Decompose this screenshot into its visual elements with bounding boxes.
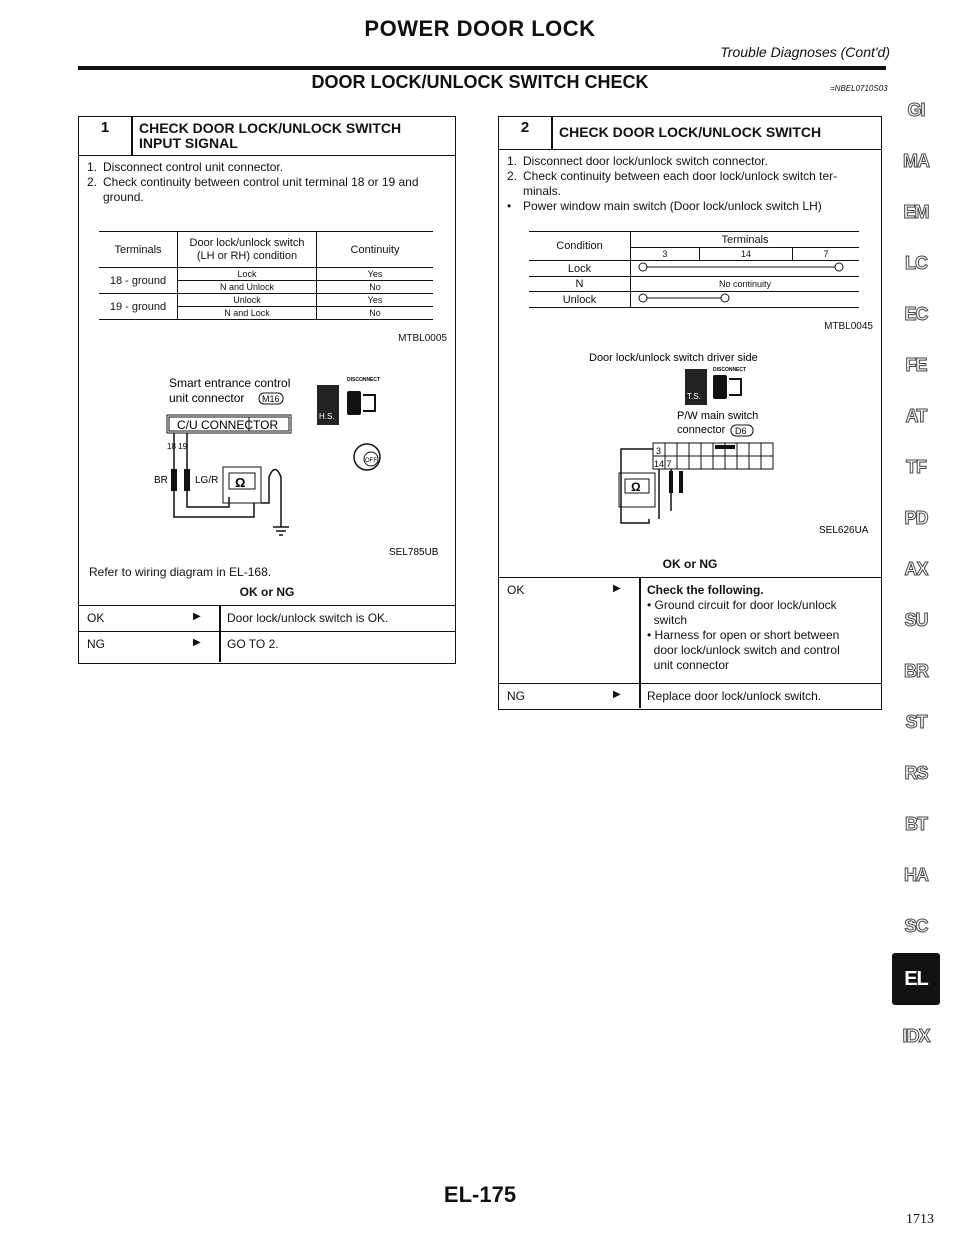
svg-text:OFF: OFF bbox=[365, 458, 377, 464]
index-tab-fe[interactable]: FE bbox=[905, 355, 927, 375]
step1-header bbox=[79, 117, 455, 156]
index-tab-ma[interactable]: MA bbox=[903, 151, 929, 171]
index-tab-idx[interactable]: IDX bbox=[902, 1026, 930, 1046]
ok-ng-label: OK or NG bbox=[662, 557, 718, 571]
index-tab-su[interactable]: SU bbox=[904, 610, 928, 630]
figure-ref: SEL626UA bbox=[819, 525, 869, 536]
table-header: 3 bbox=[631, 248, 700, 261]
disconnect-icon bbox=[347, 391, 375, 415]
index-tab-el[interactable]: EL bbox=[892, 953, 940, 1005]
arrow-icon: ▶ bbox=[193, 611, 201, 622]
result-row-ng bbox=[499, 683, 881, 708]
instruction-item: 2. Check continuity between each door lock/unlock switch ter- bbox=[507, 169, 838, 183]
header-divider bbox=[551, 117, 553, 149]
table-header: Terminals bbox=[99, 232, 178, 268]
table-header: Door lock/unlock switch (LH or RH) condition bbox=[178, 232, 317, 268]
disconnect-label: DISCONNECT bbox=[347, 377, 381, 383]
index-tab-at[interactable]: AT bbox=[905, 406, 927, 426]
index-tab-ax[interactable]: AX bbox=[904, 559, 928, 579]
ignition-off-icon bbox=[354, 444, 380, 470]
table-cell: 19 - ground bbox=[99, 294, 178, 320]
table-header: Condition bbox=[529, 232, 631, 261]
action-item: • Harness for open or short between bbox=[647, 628, 840, 642]
result-action: Door lock/unlock switch is OK. bbox=[227, 611, 389, 625]
result-action: Replace door lock/unlock switch. bbox=[647, 689, 822, 703]
result-row-ok bbox=[499, 577, 881, 684]
arrow-icon: ▶ bbox=[613, 689, 621, 700]
action-item: door lock/unlock switch and control bbox=[647, 643, 840, 657]
result-action bbox=[647, 583, 875, 673]
table-cell: Unlock bbox=[178, 294, 317, 307]
step2-number: 2 bbox=[520, 119, 530, 136]
step2-title: CHECK DOOR LOCK/UNLOCK SWITCH bbox=[559, 124, 822, 140]
step1-title-line1: CHECK DOOR LOCK/UNLOCK SWITCH bbox=[139, 120, 402, 136]
index-tab-pd[interactable]: PD bbox=[904, 508, 928, 528]
action-item: switch bbox=[647, 613, 688, 627]
header-divider bbox=[131, 117, 133, 155]
step1-number: 1 bbox=[100, 119, 110, 136]
index-tab-sc[interactable]: SC bbox=[904, 916, 928, 936]
arrow-icon: ▶ bbox=[193, 637, 201, 648]
table-header: 7 bbox=[793, 248, 859, 261]
table-ref: MTBL0005 bbox=[398, 333, 447, 344]
index-tab-tf[interactable]: TF bbox=[906, 457, 926, 477]
table-header: 14 bbox=[699, 248, 792, 261]
table-header: Terminals bbox=[631, 232, 860, 248]
arrow-icon: ▶ bbox=[613, 583, 621, 594]
instruction-item: minals. bbox=[523, 184, 562, 198]
ok-ng-label: OK or NG bbox=[239, 585, 295, 599]
index-tab-br[interactable]: BR bbox=[904, 661, 928, 681]
instruction-item: 1. Disconnect door lock/unlock switch connector. bbox=[507, 154, 768, 168]
table-cell: N bbox=[529, 277, 631, 292]
wire-color-lgr: LG/R bbox=[195, 475, 219, 486]
step1-box bbox=[78, 116, 456, 664]
table-cell: Yes bbox=[317, 268, 434, 281]
wire-color-br: BR bbox=[154, 475, 168, 486]
disconnect-label: DISCONNECT bbox=[713, 367, 747, 373]
header-rule bbox=[78, 66, 886, 70]
index-tab-bt[interactable]: BT bbox=[905, 814, 927, 834]
figure-ref: SEL785UB bbox=[389, 547, 439, 557]
step1-title-line2: INPUT SIGNAL bbox=[139, 135, 238, 151]
connector-id: D6 bbox=[735, 426, 747, 436]
result-row-ok bbox=[79, 605, 455, 632]
instruction-item: 1. Disconnect control unit connector. bbox=[87, 160, 284, 174]
table-cell: N and Lock bbox=[178, 307, 317, 320]
ohm-symbol: Ω bbox=[235, 475, 246, 490]
figure-label: Smart entrance control bbox=[169, 376, 291, 390]
connector-id: M16 bbox=[262, 394, 280, 404]
result-label: NG bbox=[87, 637, 105, 651]
step1-title bbox=[139, 121, 401, 151]
refer-text: Refer to wiring diagram in EL-168. bbox=[89, 565, 272, 579]
connector-box-label: C/U CONNECTOR bbox=[177, 418, 279, 432]
step2-diagram bbox=[499, 343, 881, 543]
action-title: Check the following. bbox=[647, 583, 764, 597]
result-row-ng bbox=[79, 631, 455, 662]
pin-label: 14 7 bbox=[654, 459, 672, 469]
step1-diagram bbox=[79, 357, 455, 557]
result-label: OK bbox=[507, 583, 525, 597]
table-cell: No bbox=[317, 307, 434, 320]
instruction-item: 2. Check continuity between control unit terminal 18 or 19 and bbox=[87, 175, 419, 189]
section-title: DOOR LOCK/UNLOCK SWITCH CHECK bbox=[311, 72, 649, 92]
index-tab-ha[interactable]: HA bbox=[904, 865, 928, 885]
sheet-number: 1713 bbox=[906, 1212, 934, 1227]
table-cell: N and Unlock bbox=[178, 281, 317, 294]
table-ref: MTBL0045 bbox=[824, 321, 873, 332]
continuity-line bbox=[631, 261, 860, 277]
continuity-table bbox=[99, 231, 433, 320]
step2-header bbox=[499, 117, 881, 150]
step2-box bbox=[498, 116, 882, 710]
step2-instructions bbox=[499, 150, 881, 214]
page-number: EL-175 bbox=[443, 1182, 517, 1207]
disconnect-icon bbox=[713, 375, 741, 399]
table-cell: No bbox=[317, 281, 434, 294]
table-cell: Yes bbox=[317, 294, 434, 307]
index-tab-em[interactable]: EM bbox=[903, 202, 929, 222]
ohm-symbol: Ω bbox=[631, 480, 641, 494]
instruction-item: • Power window main switch (Door lock/unlock switch LH) bbox=[507, 199, 822, 213]
result-label: OK bbox=[87, 611, 105, 625]
figure-label: unit connector bbox=[169, 391, 245, 405]
instruction-item: ground. bbox=[103, 190, 144, 204]
pin-label: 3 bbox=[656, 446, 662, 456]
ts-label: T.S. bbox=[687, 392, 701, 401]
figure-label: Door lock/unlock switch driver side bbox=[589, 352, 758, 364]
action-item: • Ground circuit for door lock/unlock bbox=[647, 598, 837, 612]
index-tab-st[interactable]: ST bbox=[905, 712, 927, 732]
terminals-table bbox=[529, 231, 859, 308]
section-code: =NBEL0710S03 bbox=[830, 84, 888, 93]
pw-switch-label: connector bbox=[677, 424, 726, 436]
index-tab-lc[interactable]: LC bbox=[905, 253, 927, 273]
index-tab-rs[interactable]: RS bbox=[904, 763, 928, 783]
page-subtitle: Trouble Diagnoses (Cont'd) bbox=[720, 44, 890, 60]
index-tab-ec[interactable]: EC bbox=[904, 304, 928, 324]
table-cell: Lock bbox=[529, 261, 631, 277]
pin-numbers: 18 19 bbox=[167, 442, 188, 451]
table-cell: Lock bbox=[178, 268, 317, 281]
table-cell: 18 - ground bbox=[99, 268, 178, 294]
index-tab-gi[interactable]: GI bbox=[907, 100, 925, 120]
table-cell: No continuity bbox=[631, 277, 860, 292]
pw-switch-label: P/W main switch bbox=[677, 410, 759, 422]
action-item: unit connector bbox=[647, 658, 730, 672]
result-action: GO TO 2. bbox=[227, 637, 279, 651]
continuity-line bbox=[631, 292, 860, 308]
result-label: NG bbox=[507, 689, 525, 703]
table-header: Continuity bbox=[317, 232, 434, 268]
table-cell: Unlock bbox=[529, 292, 631, 308]
page-title: POWER DOOR LOCK bbox=[364, 16, 596, 41]
hs-label: H.S. bbox=[319, 412, 335, 421]
step1-instructions bbox=[79, 156, 455, 205]
